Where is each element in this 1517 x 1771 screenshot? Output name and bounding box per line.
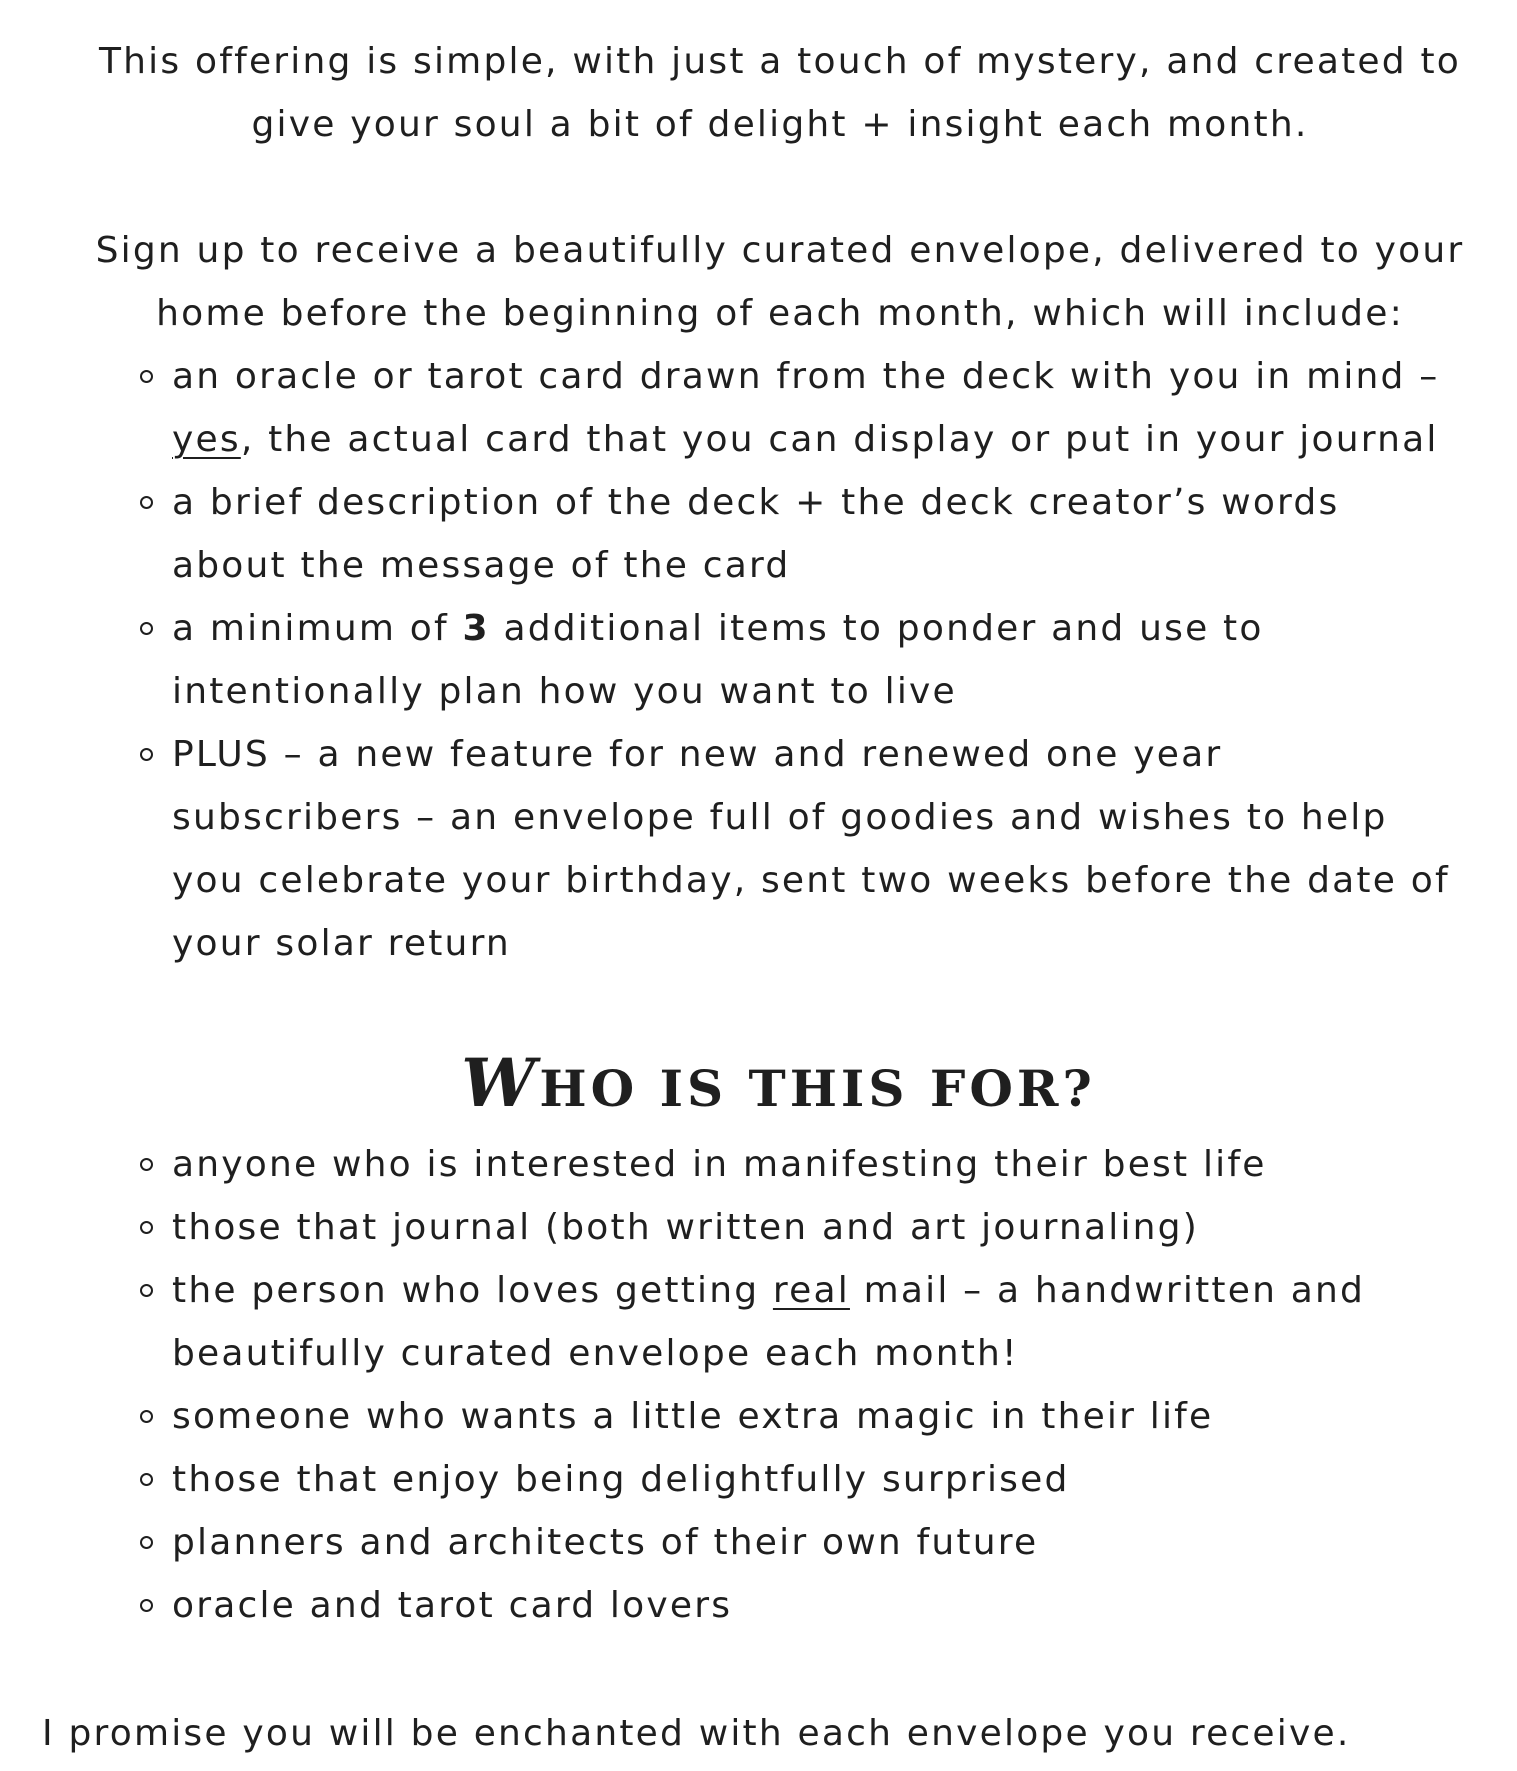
who-list: [130, 1133, 1510, 1637]
who-heading-initial: W: [461, 1044, 540, 1122]
includes-item-2-line-2: about the message of the card: [172, 545, 791, 586]
signup-line-1: Sign up to receive a beautifully curated envelope, delivered to your: [95, 230, 1465, 271]
bullet-icon: [140, 1473, 153, 1486]
intro-paragraph: [40, 30, 1517, 156]
includes-item-3-before: a minimum of: [172, 608, 463, 649]
bullet-icon: [140, 370, 153, 383]
list-item: [130, 723, 1510, 975]
who-item-5: those that enjoy being delightfully surprised: [172, 1459, 1070, 1500]
includes-item-4-line-3: you celebrate your birthday, sent two weeks before the date of: [172, 860, 1450, 901]
who-item-3-before: the person who loves getting: [172, 1270, 773, 1311]
list-item: [130, 1133, 1510, 1196]
who-heading: [0, 1044, 1517, 1124]
intro-line-2: give your soul a bit of delight + insight each month.: [251, 104, 1309, 145]
who-item-3-line-2: beautifully curated envelope each month!: [172, 1333, 1019, 1374]
who-heading-rest: HO IS THIS FOR?: [539, 1059, 1096, 1118]
intro-line-1: This offering is simple, with just a touch of mystery, and created to: [98, 41, 1462, 82]
signup-line-2: home before the beginning of each month, which will include:: [156, 293, 1404, 334]
list-item: [130, 471, 1510, 597]
bullet-icon: [140, 622, 153, 635]
includes-item-1-rest: , the actual card that you can display or put in your journal: [240, 419, 1439, 460]
includes-item-3-line-2: intentionally plan how you want to live: [172, 671, 957, 712]
bullet-icon: [140, 748, 153, 761]
who-item-1: anyone who is interested in manifesting their best life: [172, 1144, 1267, 1185]
bullet-icon: [140, 1221, 153, 1234]
list-item: [130, 1385, 1510, 1448]
emphasis-real: real: [772, 1270, 850, 1311]
includes-item-1-line-1: an oracle or tarot card drawn from the deck with you in mind –: [172, 356, 1440, 397]
bullet-icon: [140, 1410, 153, 1423]
list-item: [130, 1511, 1510, 1574]
bullet-icon: [140, 1599, 153, 1612]
who-item-7: oracle and tarot card lovers: [172, 1585, 733, 1626]
who-item-3-after: mail – a handwritten and: [849, 1270, 1366, 1311]
list-item: [130, 1259, 1510, 1385]
bullet-icon: [140, 1536, 153, 1549]
includes-item-3-after: additional items to ponder and use to: [489, 608, 1264, 649]
items-count: 3: [462, 608, 490, 649]
includes-item-4-line-2: subscribers – an envelope full of goodies and wishes to help: [172, 797, 1388, 838]
list-item: [130, 597, 1510, 723]
bullet-icon: [140, 1284, 153, 1297]
bullet-icon: [140, 496, 153, 509]
includes-item-4-line-1: PLUS – a new feature for new and renewed one year: [172, 734, 1223, 775]
includes-item-2-line-1: a brief description of the deck + the deck creator’s words: [172, 482, 1340, 523]
list-item: [130, 1574, 1510, 1637]
who-item-2: those that journal (both written and art journaling): [172, 1207, 1199, 1248]
bullet-icon: [140, 1158, 153, 1171]
who-item-6: planners and architects of their own future: [172, 1522, 1039, 1563]
who-item-4: someone who wants a little extra magic in their life: [172, 1396, 1214, 1437]
includes-item-4-line-4: your solar return: [172, 923, 511, 964]
emphasis-yes: yes: [172, 419, 241, 460]
includes-list: [130, 345, 1510, 975]
signup-paragraph: [40, 219, 1517, 345]
closing-line: I promise you will be enchanted with each envelope you receive.: [42, 1713, 1351, 1754]
list-item: [130, 1196, 1510, 1259]
list-item: [130, 345, 1510, 471]
list-item: [130, 1448, 1510, 1511]
